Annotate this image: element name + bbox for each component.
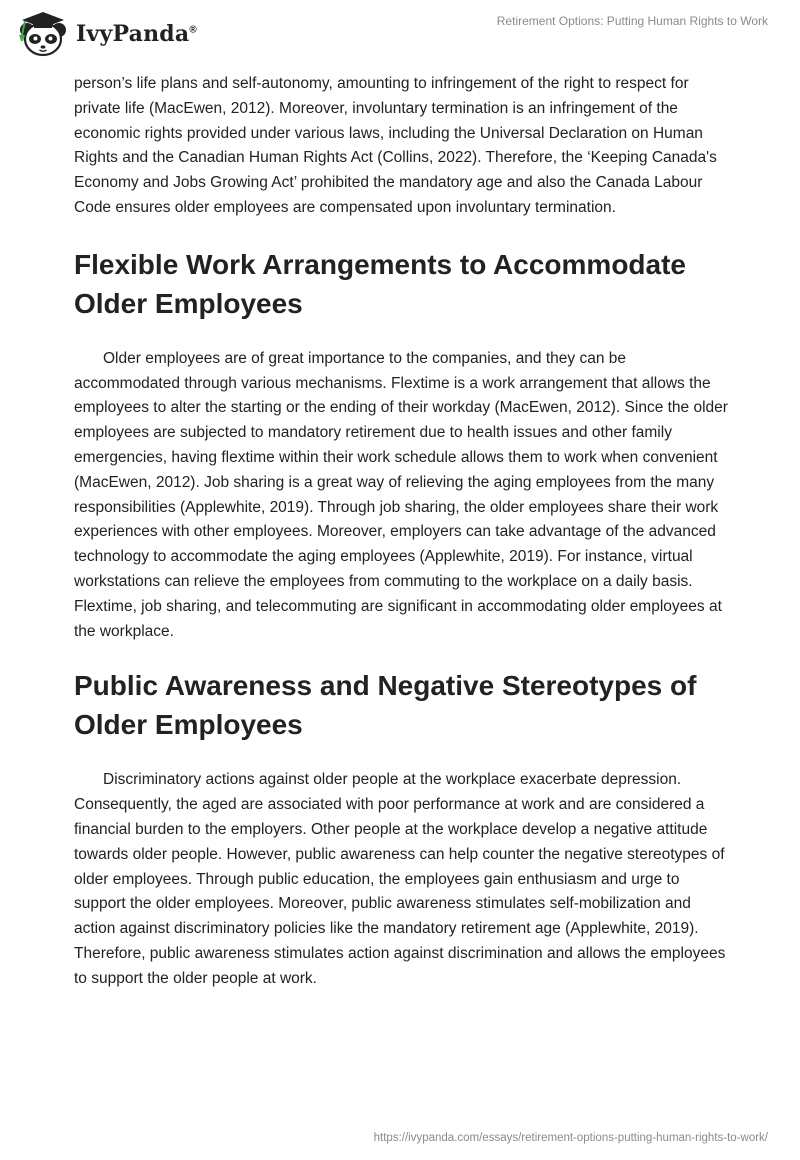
section-heading-flexible-work: Flexible Work Arrangements to Accommodate Older Employees (74, 248, 686, 319)
page-header (0, 0, 800, 70)
brand-name: IvyPanda® (76, 21, 197, 47)
source-url[interactable]: https://ivypanda.com/essays/retirement-options-putting-human-rights-to-work/ (373, 1132, 768, 1144)
ivypanda-logo[interactable] (14, 8, 197, 60)
section-paragraph-flexible-work: Older employees are of great importance to the companies, and they can be accommodated through various mechanisms. Flextime is a work arrangement that allows the employees to alter the starting or the ending of their workday (MacEwen, 2012). Since the older employees are subjected to mandatory retirement due to health issues and other family emergencies, having flextime within their work schedule allows them to work when convenient (MacEwen, 2012). Job sharing is a great way of relieving the aging employees from the many responsibilities (Applewhite, 2019). Through job sharing, the older employees share their work experiences with other employees. Moreover, employers can take advantage of the advanced technology to accommodate the aging employees (Applewhite, 2019). For instance, virtual workstations can relieve the employees from commuting to the workplace on a daily basis. Flextime, job sharing, and telecommuting are significant in accommodating older employees at the workplace. (74, 349, 728, 640)
intro-paragraph: person’s life plans and self-autonomy, amounting to infringement of the right to respect for private life (MacEwen, 2012). Moreover, involuntary termination is an infringement of the economic rights provided under various laws, including the Universal Declaration on Human Rights and the Canadian Human Rights Act (Collins, 2022). Therefore, the ‘Keeping Canada's Economy and Jobs Growing Act’ prohibited the mandatory age and also the Canada Labour Code ensures older employees are compensated upon involuntary termination. (74, 75, 717, 216)
panda-graduate-icon (14, 8, 72, 60)
document-title: Retirement Options: Putting Human Rights to Work (496, 14, 768, 28)
essay-body (74, 72, 734, 992)
section-heading-public-awareness: Public Awareness and Negative Stereotypes of Older Employees (74, 670, 697, 741)
section-paragraph-public-awareness: Discriminatory actions against older people at the workplace exacerbate depression. Consequently, the aged are associated with poor performance at work and are considered a financial burden to the employers. Other people at the workplace develop a negative attitude towards older people. However, public awareness can help counter the negative stereotypes of older employees. Through public education, the employees gain enthusiasm and urge to support the older employees. Moreover, public awareness stimulates self-mobilization and action against discriminatory policies like the mandatory retirement age (Applewhite, 2019). Therefore, public awareness stimulates action against discrimination and allows the employees to support the older people at work. (74, 771, 726, 987)
